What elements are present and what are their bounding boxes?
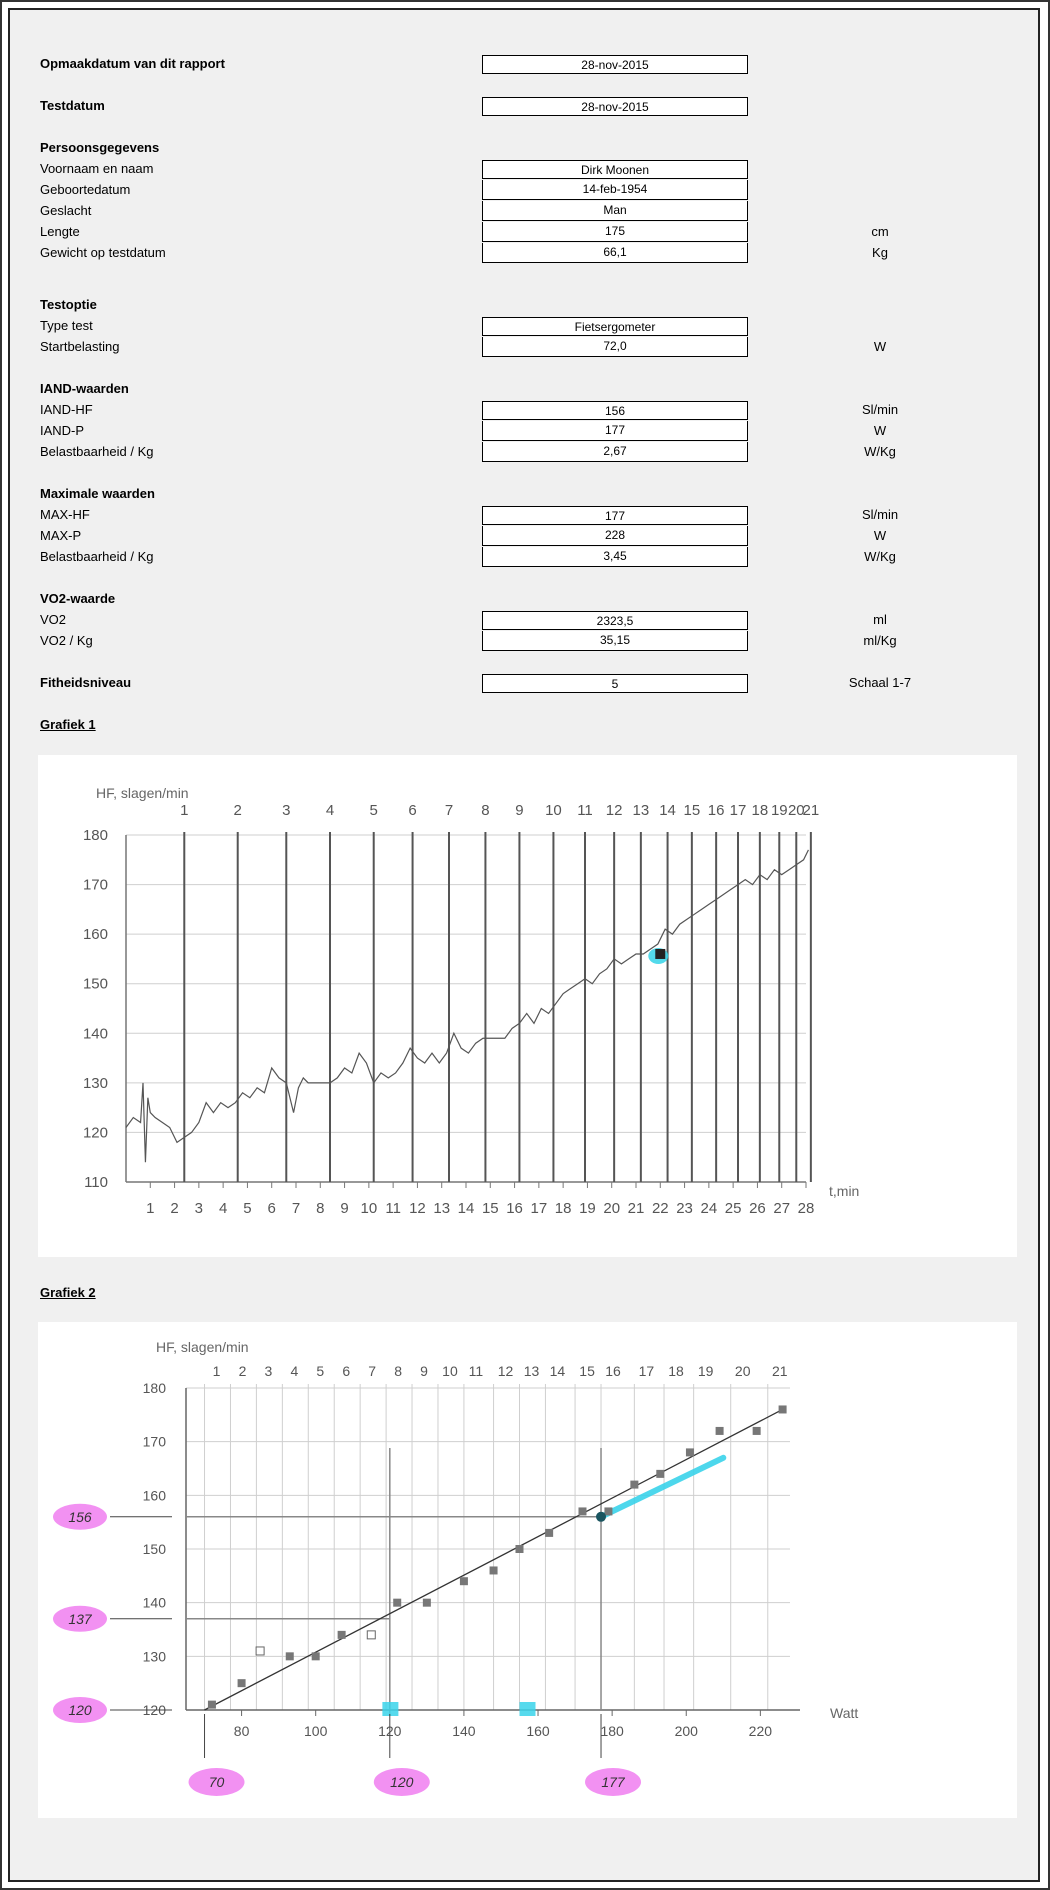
vo2-row-unit: ml xyxy=(873,612,887,627)
top-stage-label: 1 xyxy=(212,1363,221,1379)
fitheid-label: Fitheidsniveau xyxy=(40,675,132,690)
y-tick-label: 110 xyxy=(84,1174,108,1191)
top-stage-label: 6 xyxy=(342,1363,351,1379)
report-panel xyxy=(8,8,1040,1882)
data-point xyxy=(490,1566,498,1574)
handwritten-label: 177 xyxy=(601,1774,625,1790)
vo2-row-label: VO2 / Kg xyxy=(40,633,93,648)
top-stage-label: 2 xyxy=(238,1363,247,1379)
data-point xyxy=(656,1470,664,1478)
x-tick-label: 16 xyxy=(506,1200,523,1217)
persoon-row-value: Dirk Moonen xyxy=(482,160,748,179)
top-stage-label: 5 xyxy=(316,1363,325,1379)
top-stage-label: 13 xyxy=(523,1363,540,1379)
testoptie-row-unit: W xyxy=(873,339,887,354)
max-row-value: 177 xyxy=(482,506,748,525)
x-tick-label: 15 xyxy=(481,1200,499,1217)
persoon-row-value: Man xyxy=(482,201,748,221)
data-point xyxy=(578,1507,586,1515)
max-row-label: Belastbaarheid / Kg xyxy=(40,549,154,564)
persoon-row-value: 66,1 xyxy=(482,243,748,263)
top-stage-label: 21 xyxy=(771,1363,788,1379)
x-tick-label: 23 xyxy=(676,1200,693,1217)
data-point xyxy=(393,1599,401,1607)
x-tick-label: 21 xyxy=(627,1200,645,1217)
y-tick-label: 160 xyxy=(82,926,108,944)
max-row-label: MAX-P xyxy=(40,528,82,543)
persoonsgegevens-heading: Persoonsgegevens xyxy=(40,140,160,155)
testoptie-row-label: Startbelasting xyxy=(40,339,120,354)
handwritten-label: 70 xyxy=(208,1774,225,1790)
y-tick-label: 160 xyxy=(142,1487,166,1504)
persoon-row-unit: Kg xyxy=(872,245,888,260)
iand-row-label: IAND-HF xyxy=(40,402,93,417)
data-point xyxy=(604,1507,612,1515)
top-stage-label: 3 xyxy=(282,802,291,819)
top-stage-label: 7 xyxy=(368,1363,377,1379)
top-stage-label: 10 xyxy=(545,802,562,819)
data-point xyxy=(338,1631,346,1639)
x-tick-label: 22 xyxy=(651,1200,669,1217)
x-tick-label: 26 xyxy=(749,1200,766,1217)
handwritten-label: 137 xyxy=(68,1610,92,1627)
handwritten-label: 120 xyxy=(68,1702,92,1718)
x-tick-label: 140 xyxy=(452,1723,476,1739)
persoon-row-unit: cm xyxy=(871,224,889,239)
data-point xyxy=(460,1577,468,1585)
x-tick-label: 3 xyxy=(194,1200,204,1217)
x-tick-label: 12 xyxy=(409,1200,426,1217)
iand-row-label: IAND-P xyxy=(40,423,85,438)
persoon-row-value: 175 xyxy=(482,222,748,242)
x-axis-label: Watt xyxy=(830,1705,859,1721)
top-stage-label: 5 xyxy=(369,802,378,819)
top-stage-label: 9 xyxy=(515,802,524,819)
top-stage-label: 16 xyxy=(707,802,725,819)
top-stage-label: 3 xyxy=(264,1363,273,1379)
x-tick-label: 10 xyxy=(360,1200,378,1217)
hr-line xyxy=(126,850,808,1162)
top-stage-label: 12 xyxy=(605,802,623,819)
y-tick-label: 150 xyxy=(142,1541,166,1557)
top-stage-label: 20 xyxy=(734,1363,751,1379)
top-stage-label: 19 xyxy=(770,802,788,819)
x-tick-label: 19 xyxy=(579,1200,596,1217)
top-stage-label: 15 xyxy=(579,1363,595,1379)
y-tick-label: 170 xyxy=(82,876,108,894)
x-tick-label: 8 xyxy=(316,1200,325,1217)
iand-heading: IAND-waarden xyxy=(40,381,129,396)
iand-row-unit: W xyxy=(873,423,887,438)
data-point xyxy=(286,1652,294,1660)
top-stage-label: 18 xyxy=(751,802,769,819)
max-heading: Maximale waarden xyxy=(40,486,155,501)
grafiek1-svg xyxy=(38,755,1017,1257)
x-tick-label: 20 xyxy=(603,1200,621,1217)
top-stage-label: 18 xyxy=(668,1363,684,1379)
x-tick-label: 4 xyxy=(218,1200,228,1217)
vo2-row-unit: ml/Kg xyxy=(863,633,897,648)
top-stage-label: 13 xyxy=(632,802,650,819)
top-stage-label: 17 xyxy=(638,1363,655,1379)
open-data-point xyxy=(367,1631,375,1639)
top-stage-label: 12 xyxy=(497,1363,514,1379)
top-stage-label: 17 xyxy=(729,802,747,819)
persoon-row-value: 14-feb-1954 xyxy=(482,180,748,200)
vo2-heading: VO2-waarde xyxy=(40,591,116,606)
x-tick-label: 180 xyxy=(600,1723,624,1739)
highlight-mark xyxy=(519,1702,535,1716)
top-stage-label: 15 xyxy=(683,802,701,819)
data-point xyxy=(686,1448,694,1456)
persoon-row-label: Gewicht op testdatum xyxy=(40,245,166,260)
data-point xyxy=(515,1545,523,1553)
x-tick-label: 120 xyxy=(378,1723,402,1739)
testdatum-label: Testdatum xyxy=(40,98,105,113)
iand-row-value: 2,67 xyxy=(482,442,748,462)
x-tick-label: 11 xyxy=(385,1200,401,1217)
x-tick-label: 17 xyxy=(530,1200,548,1217)
testoptie-row-value: 72,0 xyxy=(482,337,748,357)
highlight-stroke xyxy=(601,1458,723,1517)
x-tick-label: 14 xyxy=(457,1200,475,1217)
iand-row-unit: W/Kg xyxy=(864,444,896,459)
x-tick-label: 25 xyxy=(724,1200,742,1217)
x-tick-label: 200 xyxy=(674,1723,698,1739)
max-row-unit: Sl/min xyxy=(861,507,899,522)
x-tick-label: 5 xyxy=(243,1200,252,1217)
y-tick-label: 130 xyxy=(142,1648,166,1665)
top-stage-label: 2 xyxy=(233,802,242,819)
y-tick-label: 170 xyxy=(142,1433,166,1450)
grafiek2-title: Grafiek 2 xyxy=(40,1285,96,1300)
top-stage-label: 1 xyxy=(180,802,189,819)
y-tick-label: 180 xyxy=(142,1380,166,1396)
persoon-row-label: Voornaam en naam xyxy=(40,161,154,176)
top-stage-label: 21 xyxy=(802,802,820,819)
x-tick-label: 28 xyxy=(797,1200,815,1217)
x-tick-label: 9 xyxy=(340,1200,349,1217)
x-tick-label: 18 xyxy=(554,1200,572,1217)
y-axis-label: HF, slagen/min xyxy=(96,785,189,801)
x-tick-label: 24 xyxy=(700,1200,718,1217)
data-point xyxy=(716,1427,724,1435)
testoptie-row-value: Fietsergometer xyxy=(482,317,748,336)
top-stage-label: 4 xyxy=(325,802,335,819)
top-stage-label: 8 xyxy=(481,802,490,819)
top-stage-label: 14 xyxy=(659,802,676,819)
y-tick-label: 120 xyxy=(82,1124,108,1142)
max-row-value: 228 xyxy=(482,526,748,546)
highlight-mark xyxy=(382,1702,398,1716)
handwritten-label: 120 xyxy=(390,1774,414,1790)
top-stage-label: 7 xyxy=(444,802,454,819)
x-tick-label: 27 xyxy=(773,1200,791,1217)
top-stage-label: 8 xyxy=(394,1363,402,1379)
y-axis-label: HF, slagen/min xyxy=(156,1339,249,1355)
iand-row-label: Belastbaarheid / Kg xyxy=(40,444,154,459)
testoptie-row-label: Type test xyxy=(40,318,93,333)
y-tick-label: 130 xyxy=(82,1074,108,1092)
top-stage-label: 4 xyxy=(290,1363,299,1379)
vo2-row-value: 2323,5 xyxy=(482,611,748,630)
persoon-row-label: Geslacht xyxy=(40,203,92,218)
x-tick-label: 80 xyxy=(233,1723,250,1739)
handwritten-label: 156 xyxy=(68,1508,92,1525)
fitheid-value: 5 xyxy=(482,674,748,693)
iand-row-value: 177 xyxy=(482,421,748,441)
grafiek2-chart xyxy=(38,1322,1017,1818)
data-point xyxy=(630,1481,638,1489)
persoon-row-label: Geboortedatum xyxy=(40,182,131,197)
grafiek2-svg xyxy=(38,1322,1017,1818)
top-stage-label: 11 xyxy=(577,802,593,819)
iand-row-unit: Sl/min xyxy=(861,402,899,417)
x-tick-label: 220 xyxy=(748,1723,773,1739)
top-stage-label: 10 xyxy=(442,1363,458,1379)
max-row-value: 3,45 xyxy=(482,547,748,567)
max-row-unit: W/Kg xyxy=(864,549,896,564)
top-stage-label: 16 xyxy=(605,1363,621,1379)
data-point xyxy=(753,1427,761,1435)
x-tick-label: 13 xyxy=(433,1200,451,1217)
open-data-point xyxy=(256,1647,264,1655)
data-point xyxy=(545,1529,553,1537)
x-tick-label: 2 xyxy=(170,1200,179,1217)
x-tick-label: 100 xyxy=(304,1723,328,1739)
testdatum-value: 28-nov-2015 xyxy=(482,97,748,116)
persoon-row-label: Lengte xyxy=(40,224,80,239)
iand-point xyxy=(596,1512,606,1522)
vo2-row-value: 35,15 xyxy=(482,631,748,651)
grafiek1-title: Grafiek 1 xyxy=(40,717,96,732)
opmaakdatum-label: Opmaakdatum van dit rapport xyxy=(40,56,225,71)
max-row-unit: W xyxy=(873,528,887,543)
testoptie-heading: Testoptie xyxy=(40,297,97,312)
grafiek1-chart xyxy=(38,755,1017,1257)
data-point xyxy=(208,1701,216,1709)
y-tick-label: 180 xyxy=(82,827,108,844)
x-tick-label: 7 xyxy=(291,1200,301,1217)
top-stage-label: 9 xyxy=(420,1363,428,1379)
x-axis-label: t,min xyxy=(829,1183,860,1199)
top-stage-label: 11 xyxy=(468,1363,484,1379)
data-point xyxy=(312,1652,320,1660)
top-stage-label: 19 xyxy=(697,1363,714,1379)
top-stage-label: 20 xyxy=(787,802,805,819)
y-tick-label: 150 xyxy=(82,975,108,993)
data-point xyxy=(779,1405,787,1413)
vo2-row-label: VO2 xyxy=(40,612,67,627)
data-point xyxy=(423,1599,431,1607)
data-point xyxy=(238,1679,246,1687)
x-tick-label: 160 xyxy=(526,1723,550,1739)
top-stage-label: 6 xyxy=(408,802,417,819)
y-tick-label: 120 xyxy=(142,1702,166,1718)
top-stage-label: 14 xyxy=(549,1363,566,1379)
iand-row-value: 156 xyxy=(482,401,748,420)
fitheid-unit: Schaal 1-7 xyxy=(848,675,912,690)
y-tick-label: 140 xyxy=(142,1594,166,1611)
opmaakdatum-value: 28-nov-2015 xyxy=(482,55,748,74)
x-tick-label: 6 xyxy=(267,1200,276,1217)
y-tick-label: 140 xyxy=(82,1025,108,1043)
iand-marker xyxy=(655,949,665,959)
x-tick-label: 1 xyxy=(146,1200,155,1217)
max-row-label: MAX-HF xyxy=(40,507,90,522)
